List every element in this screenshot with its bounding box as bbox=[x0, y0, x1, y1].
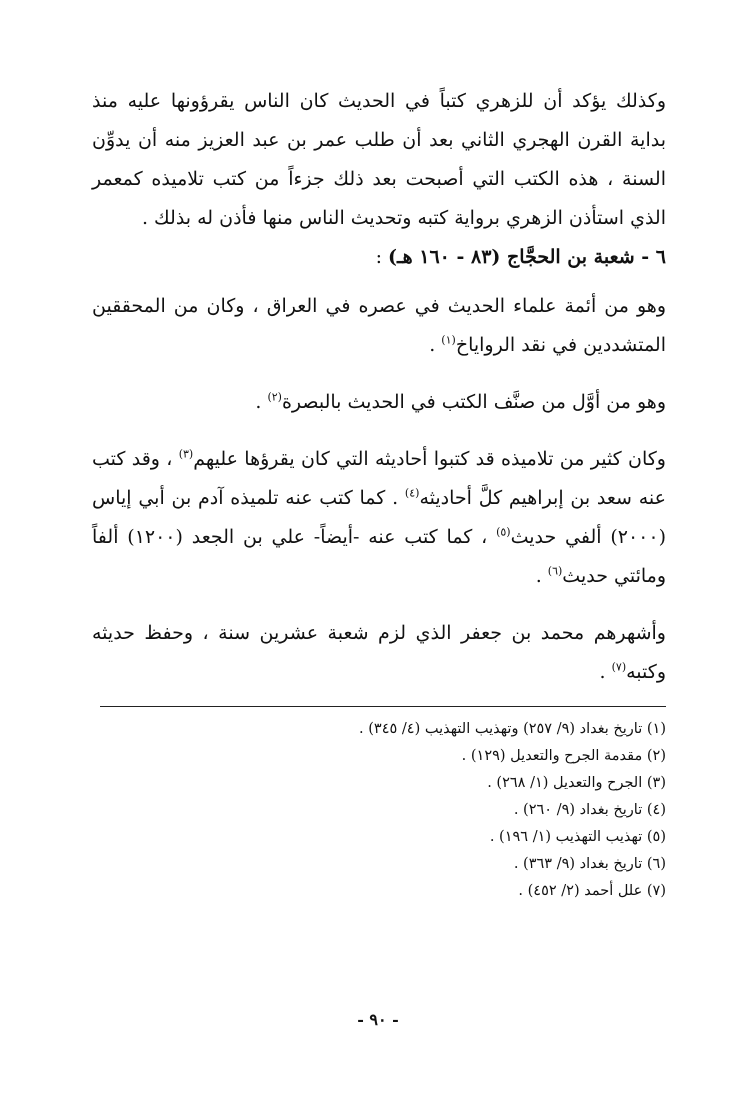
paragraph-students bbox=[92, 440, 666, 596]
footnote-ref-4: (٤) bbox=[404, 486, 420, 500]
heading-text: ٦ - شعبة بن الحجَّاج (٨٣ - ١٦٠ هـ) bbox=[388, 246, 666, 268]
heading-colon: : bbox=[375, 246, 389, 268]
text-run: . كما كتب عنه تلميذه آدم بن أبي إياس (٢٠٠٠) ألفي حديث bbox=[92, 487, 667, 548]
text-run: . bbox=[599, 661, 612, 683]
text-run: . bbox=[535, 565, 548, 587]
footnote-item: (٤) تاريخ بغداد (٩/ ٢٦٠) . bbox=[513, 802, 666, 818]
text-run: وهو من أئمة علماء الحديث في عصره في العراق ، وكان من المحققين المتشددين في نقد الروايا bbox=[92, 295, 666, 356]
text-run: ، كما كتب عنه -أيضاً- علي بن الجعد (١٢٠٠) ألفاً ومائتي حديث bbox=[92, 526, 666, 587]
footnote-ref-7: (٧) bbox=[611, 660, 627, 674]
text-run: وهو من أوَّل من صنَّف الكتب في الحديث بالبصرة bbox=[281, 391, 666, 413]
text-run: . bbox=[255, 391, 268, 413]
footnote-item: (١) تاريخ بغداد (٩/ ٢٥٧) وتهذيب التهذيب (٤/ ٣٤٥) . bbox=[359, 721, 666, 737]
paragraph-most-famous bbox=[92, 614, 666, 692]
footnote-item: (٧) علل أحمد (٢/ ٤٥٢) . bbox=[518, 883, 666, 899]
main-text bbox=[92, 82, 666, 692]
footnote-item: (٦) تاريخ بغداد (٩/ ٣٦٣) . bbox=[513, 856, 666, 872]
footnote-ref-1: (١) bbox=[441, 333, 456, 347]
text-run: وأشهرهم محمد بن جعفر الذي لزم شعبة عشرين سنة ، وحفظ حديثه وكتبه bbox=[92, 622, 666, 683]
text-run: خ bbox=[455, 334, 469, 356]
footnote-item: (٥) تهذيب التهذيب (١/ ١٩٦) . bbox=[489, 829, 666, 845]
paragraph-zuhri: وكذلك يؤكد أن للزهري كتباً في الحديث كان الناس يقرؤونها عليه منذ بداية القرن الهجري الثاني بعد أن طلب عمر بن عبد العزيز منه أن يدوِّن السنة ، هذه الكتب التي أصبحت بعد ذلك جزءاً من كتب تلاميذه كمعمر الذي استأذن الزهري برواية كتبه وتحديث الناس منها فأذن له بذلك . bbox=[92, 90, 666, 229]
section-heading-shuba bbox=[92, 238, 666, 277]
paragraph-first-author bbox=[92, 383, 666, 422]
footnote-item: (٢) مقدمة الجرح والتعديل (١٢٩) . bbox=[461, 748, 666, 764]
footnote-ref-2: (٢) bbox=[267, 390, 282, 404]
footnote-ref-6: (٦) bbox=[547, 564, 563, 578]
text-run: ، وقد كتب عنه سعد بن إبراهيم كلَّ أحاديثه bbox=[92, 448, 666, 509]
footnote-ref-5: (٥) bbox=[496, 525, 511, 539]
footnote-divider bbox=[100, 706, 666, 707]
text-run: وكان كثير من تلاميذه قد كتبوا أحاديثه التي كان يقرؤها عليهم bbox=[193, 448, 666, 470]
text-run: . bbox=[429, 334, 442, 356]
paragraph-imam bbox=[92, 287, 666, 365]
footnotes-list bbox=[100, 716, 666, 905]
footnote-item: (٣) الجرح والتعديل (١/ ٢٦٨) . bbox=[487, 775, 666, 791]
page-number: - ٩٠ - bbox=[357, 1010, 399, 1029]
footnote-ref-3: (٣) bbox=[178, 447, 194, 461]
